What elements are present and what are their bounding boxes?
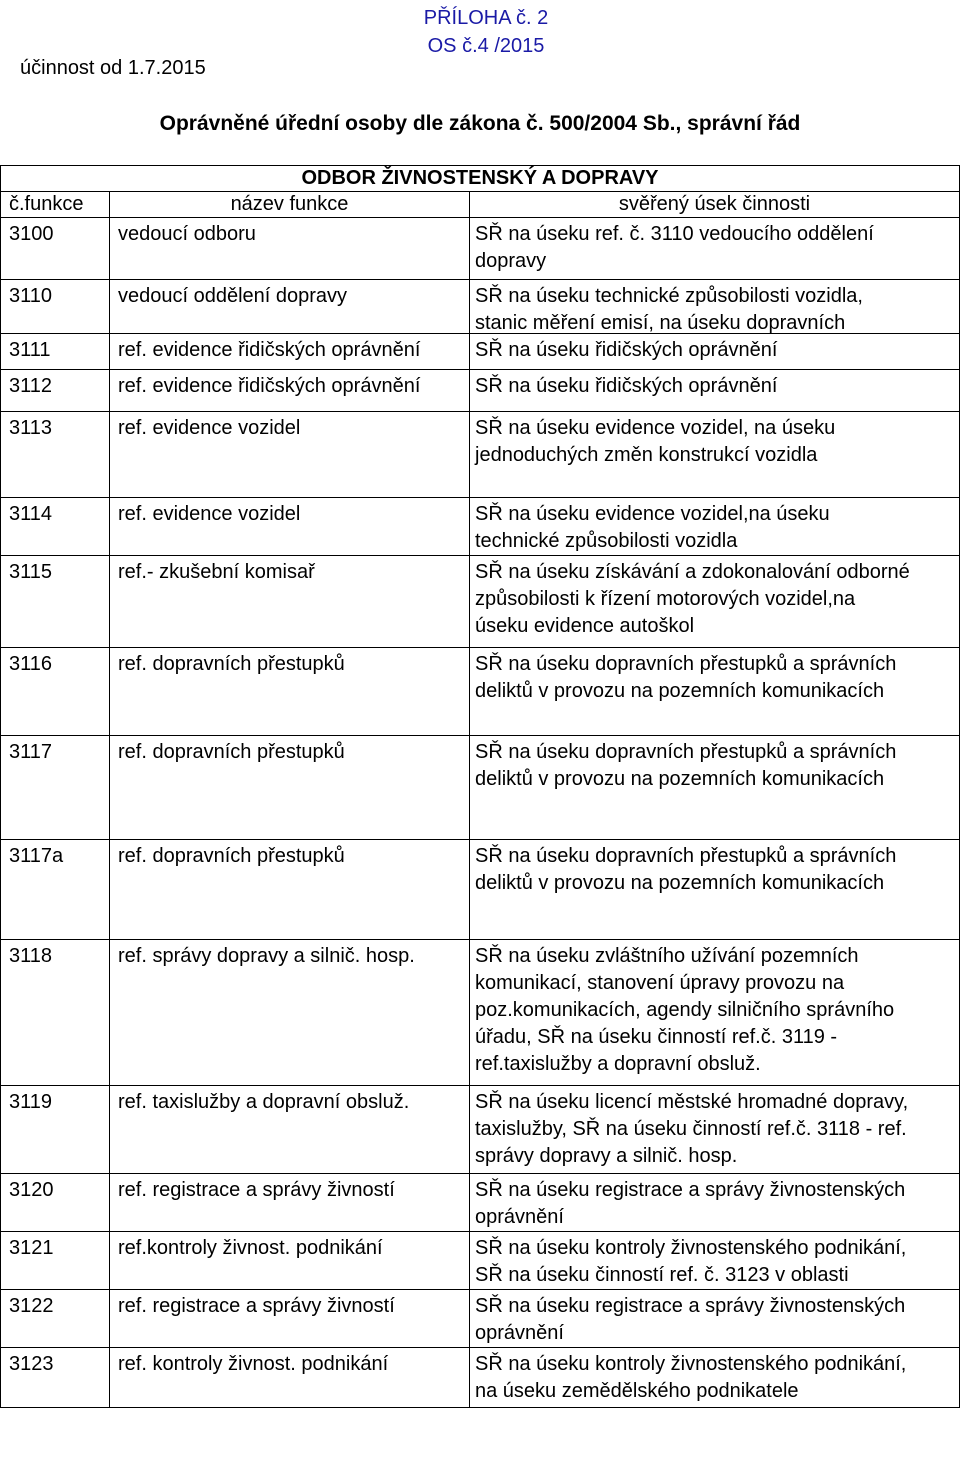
assigned-scope: [470, 736, 960, 839]
function-number: 3110: [0, 280, 110, 333]
assigned-scope: [470, 1232, 960, 1289]
scope-line: úřadu, SŘ na úseku činností ref.č. 3119 -: [475, 1026, 838, 1048]
assigned-scope: [470, 218, 960, 279]
assigned-scope: [470, 280, 960, 333]
function-number: 3100: [0, 218, 110, 279]
col-header-scope: svěřený úsek činnosti: [470, 192, 960, 217]
scope-line: deliktů v provozu na pozemních komunikacích: [475, 872, 885, 894]
scope-line: SŘ na úseku technické způsobilosti vozidla,: [475, 285, 863, 307]
table-row: [0, 648, 960, 736]
assigned-scope: [470, 840, 960, 939]
function-name: ref. evidence vozidel: [110, 412, 470, 497]
directive-number: OS č.4 /2015: [427, 35, 545, 57]
scope-line: úseku evidence autoškol: [475, 615, 695, 637]
function-name: ref.- zkušební komisař: [110, 556, 470, 647]
function-name: ref.kontroly živnost. podnikání: [110, 1232, 470, 1289]
function-name: vedoucí odboru: [110, 218, 470, 279]
function-number: 3120: [0, 1174, 110, 1231]
function-name: vedoucí oddělení dopravy: [110, 280, 470, 333]
scope-line: oprávnění: [475, 1322, 564, 1344]
scope-line: na úseku zemědělského podnikatele: [475, 1380, 799, 1402]
col-header-name: název funkce: [110, 192, 470, 217]
scope-line: jednoduchých změn konstrukcí vozidla: [475, 444, 818, 466]
assigned-scope: [470, 1174, 960, 1231]
scope-line: způsobilosti k řízení motorových vozidel,na: [475, 588, 856, 610]
scope-line: SŘ na úseku dopravních přestupků a správních: [475, 845, 897, 867]
table-row: [0, 1086, 960, 1174]
function-number: 3117a: [0, 840, 110, 939]
scope-line: taxislužby, SŘ na úseku činností ref.č. 3118 - ref.: [475, 1118, 907, 1140]
scope-line: poz.komunikacích, agendy silničního správního: [475, 999, 895, 1021]
scope-line: SŘ na úseku získávání a zdokonalování odborné: [475, 561, 910, 583]
assigned-scope: [470, 1348, 960, 1407]
function-name: ref. dopravních přestupků: [110, 736, 470, 839]
scope-line: SŘ na úseku registrace a správy živnostenských: [475, 1179, 906, 1201]
table-row: [0, 498, 960, 556]
table-row: [0, 334, 960, 370]
table-row: [0, 1290, 960, 1348]
scope-line: deliktů v provozu na pozemních komunikacích: [475, 680, 885, 702]
col-header-number: č.funkce: [0, 192, 110, 217]
function-name: ref. správy dopravy a silnič. hosp.: [110, 940, 470, 1085]
document-title: Oprávněné úřední osoby dle zákona č. 500/2004 Sb., správní řád: [159, 112, 801, 135]
table-row: [0, 370, 960, 412]
assigned-scope: [470, 648, 960, 735]
assigned-scope: [470, 940, 960, 1085]
department-heading: ODBOR ŽIVNOSTENSKÝ A DOPRAVY: [0, 165, 960, 192]
scope-line: oprávnění: [475, 1206, 564, 1228]
function-number: 3115: [0, 556, 110, 647]
function-name: ref. evidence řidičských oprávnění: [110, 334, 470, 369]
scope-line: SŘ na úseku řidičských oprávnění: [475, 375, 778, 397]
function-number: 3113: [0, 412, 110, 497]
table-row: [0, 412, 960, 498]
scope-line: SŘ na úseku kontroly živnostenského podnikání,: [475, 1353, 907, 1375]
table-row: [0, 840, 960, 940]
scope-line: SŘ na úseku evidence vozidel,na úseku: [475, 503, 830, 525]
assigned-scope: [470, 334, 960, 369]
annex-label: [411, 4, 561, 60]
scope-line: ref.taxislužby a dopravní obsluž.: [475, 1053, 761, 1075]
officials-table: [0, 165, 960, 1408]
function-name: ref. registrace a správy živností: [110, 1290, 470, 1347]
function-number: 3116: [0, 648, 110, 735]
function-name: ref. dopravních přestupků: [110, 840, 470, 939]
scope-line: komunikací, stanovení úpravy provozu na: [475, 972, 845, 994]
table-row: [0, 1174, 960, 1232]
table-row: [0, 218, 960, 280]
table-row: [0, 556, 960, 648]
assigned-scope: [470, 1290, 960, 1347]
function-number: 3122: [0, 1290, 110, 1347]
assigned-scope: [470, 412, 960, 497]
function-name: ref. registrace a správy živností: [110, 1174, 470, 1231]
scope-line: SŘ na úseku registrace a správy živnostenských: [475, 1295, 906, 1317]
scope-line: SŘ na úseku dopravních přestupků a správních: [475, 653, 897, 675]
assigned-scope: [470, 370, 960, 411]
scope-line: dopravy: [475, 250, 547, 272]
function-name: ref. taxislužby a dopravní obsluž.: [110, 1086, 470, 1173]
function-number: 3123: [0, 1348, 110, 1407]
table-row: [0, 280, 960, 334]
scope-line: SŘ na úseku evidence vozidel, na úseku: [475, 417, 836, 439]
scope-line: SŘ na úseku činností ref. č. 3123 v oblasti: [475, 1264, 849, 1286]
scope-line: SŘ na úseku zvláštního užívání pozemních: [475, 945, 859, 967]
scope-line: SŘ na úseku dopravních přestupků a správních: [475, 741, 897, 763]
scope-line: deliktů v provozu na pozemních komunikacích: [475, 768, 885, 790]
scope-line: správy dopravy a silnič. hosp.: [475, 1145, 738, 1167]
table-row: [0, 736, 960, 840]
assigned-scope: [470, 556, 960, 647]
function-number: 3119: [0, 1086, 110, 1173]
effective-date: účinnost od 1.7.2015: [20, 57, 206, 79]
table-row: [0, 1348, 960, 1408]
scope-line: SŘ na úseku řidičských oprávnění: [475, 339, 778, 361]
function-number: 3117: [0, 736, 110, 839]
function-number: 3112: [0, 370, 110, 411]
function-number: 3114: [0, 498, 110, 555]
scope-line: SŘ na úseku licencí městské hromadné dopravy,: [475, 1091, 909, 1113]
function-name: ref. dopravních přestupků: [110, 648, 470, 735]
function-number: 3118: [0, 940, 110, 1085]
scope-line: SŘ na úseku ref. č. 3110 vedoucího oddělení: [475, 223, 874, 245]
function-name: ref. evidence vozidel: [110, 498, 470, 555]
function-number: 3111: [0, 334, 110, 369]
function-name: ref. evidence řidičských oprávnění: [110, 370, 470, 411]
scope-line: stanic měření emisí, na úseku dopravních: [475, 312, 846, 333]
table-row: [0, 940, 960, 1086]
assigned-scope: [470, 1086, 960, 1173]
function-name: ref. kontroly živnost. podnikání: [110, 1348, 470, 1407]
annex-number: PŘÍLOHA č. 2: [423, 7, 549, 29]
function-number: 3121: [0, 1232, 110, 1289]
table-row: [0, 1232, 960, 1290]
assigned-scope: [470, 498, 960, 555]
table-header: [0, 192, 960, 218]
scope-line: SŘ na úseku kontroly živnostenského podnikání,: [475, 1237, 907, 1259]
table-body: [0, 218, 960, 1408]
scope-line: technické způsobilosti vozidla: [475, 530, 738, 552]
